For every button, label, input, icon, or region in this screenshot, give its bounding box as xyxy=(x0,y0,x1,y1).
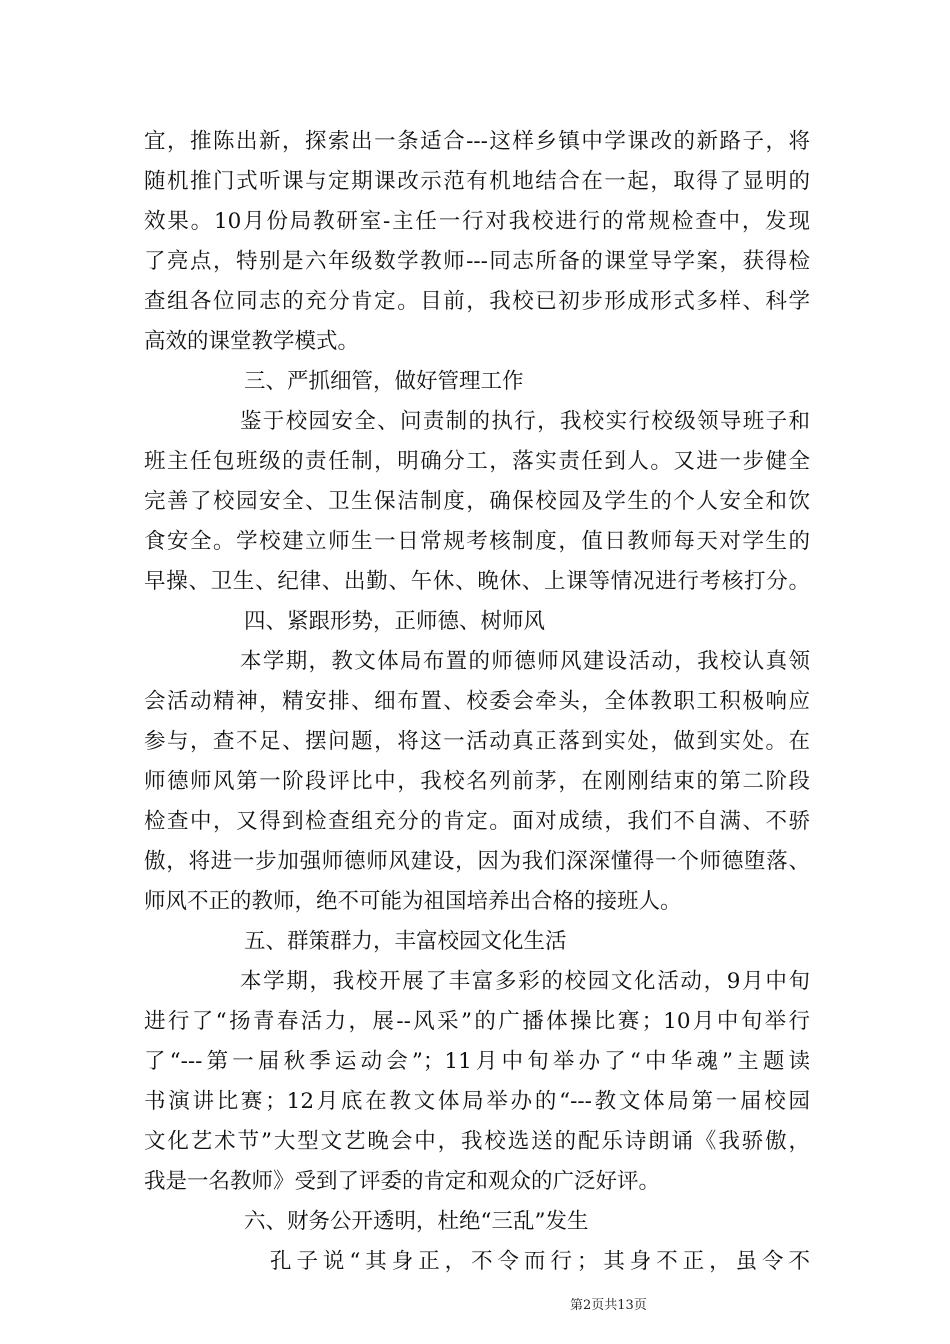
paragraph-line: 班主任包班级的责任制，明确分工，落实责任到人。又进一步健全 xyxy=(144,449,810,474)
paragraph-line: 孔子说“其身正，不令而行；其身不正，虽令不 xyxy=(270,1249,810,1274)
paragraph-line: 进行了“扬青春活力，展--风采”的广播体操比赛；10月中旬举行 xyxy=(144,1009,810,1034)
paragraph-line: 我是一名教师》受到了评委的肯定和观众的广泛好评。 xyxy=(144,1169,661,1194)
paragraph-line: 本学期，教文体局布置的师德师风建设活动，我校认真领 xyxy=(240,649,810,674)
paragraph-line: 了亮点，特别是六年级数学教师---同志所备的课堂导学案，获得检 xyxy=(144,249,810,274)
section-heading: 四、紧跟形势，正师德、树师风 xyxy=(244,609,546,634)
paragraph-line: 食安全。学校建立师生一日常规考核制度，值日教师每天对学生的 xyxy=(144,529,810,554)
paragraph-line: 效果。10月份局教研室-主任一行对我校进行的常规检查中，发现 xyxy=(144,209,810,234)
paragraph-line: 高效的课堂教学模式。 xyxy=(144,329,360,354)
section-heading: 六、财务公开透明，杜绝“三乱”发生 xyxy=(244,1209,589,1234)
paragraph-line: 参与，查不足、摆问题，将这一活动真正落到实处，做到实处。在 xyxy=(144,729,810,754)
paragraph-line: 检查中，又得到检查组充分的肯定。面对成绩，我们不自满、不骄 xyxy=(144,809,810,834)
paragraph-line: 完善了校园安全、卫生保洁制度，确保校园及学生的个人安全和饮 xyxy=(144,489,810,514)
paragraph-line: 宜，推陈出新，探索出一条适合---这样乡镇中学课改的新路子，将 xyxy=(144,129,810,154)
page-number-footer: 第2页共13页 xyxy=(570,1298,647,1313)
paragraph-line: 书演讲比赛；12月底在教文体局举办的“---教文体局第一届校园 xyxy=(144,1089,810,1114)
paragraph-line: 鉴于校园安全、问责制的执行，我校实行校级领导班子和 xyxy=(240,409,810,434)
paragraph-line: 早操、卫生、纪律、出勤、午休、晚休、上课等情况进行考核打分。 xyxy=(144,569,810,594)
section-heading: 五、群策群力，丰富校园文化生活 xyxy=(244,929,567,954)
paragraph-line: 了“---第一届秋季运动会”；11月中旬举办了“中华魂”主题读 xyxy=(144,1049,810,1074)
paragraph-line: 傲，将进一步加强师德师风建设，因为我们深深懂得一个师德堕落、 xyxy=(144,849,810,874)
paragraph-line: 文化艺术节”大型文艺晚会中，我校选送的配乐诗朗诵《我骄傲， xyxy=(144,1129,810,1154)
paragraph-line: 随机推门式听课与定期课改示范有机地结合在一起，取得了显明的 xyxy=(144,169,810,194)
paragraph-line: 师风不正的教师，绝不可能为祖国培养出合格的接班人。 xyxy=(144,889,682,914)
paragraph-line: 会活动精神，精安排、细布置、校委会牵头，全体教职工积极响应 xyxy=(144,689,810,714)
section-heading: 三、严抓细管，做好管理工作 xyxy=(244,369,524,394)
document-body xyxy=(144,122,810,1282)
paragraph-line: 本学期，我校开展了丰富多彩的校园文化活动，9月中旬 xyxy=(240,969,810,994)
paragraph-line: 师德师风第一阶段评比中，我校名列前茅，在刚刚结束的第二阶段 xyxy=(144,769,810,794)
paragraph-line: 查组各位同志的充分肯定。目前，我校已初步形成形式多样、科学 xyxy=(144,289,810,314)
